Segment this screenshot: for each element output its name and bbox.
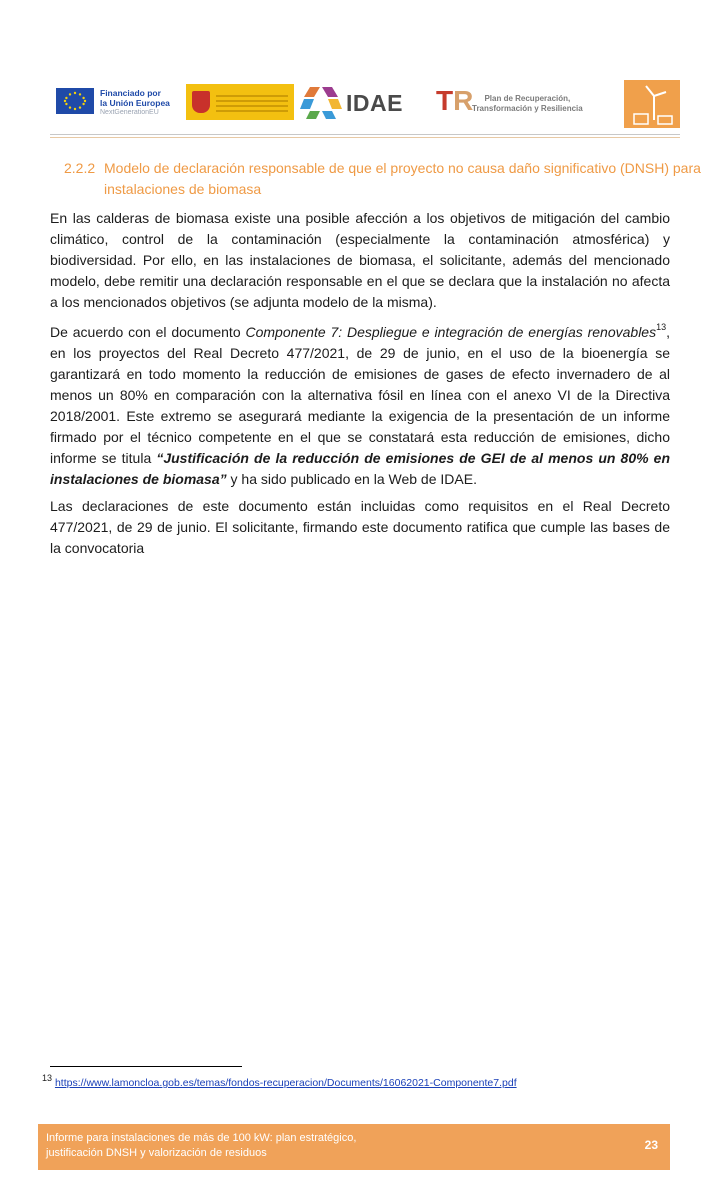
- eu-flag-icon: [56, 88, 94, 114]
- p2-part-1: De acuerdo con el documento: [50, 324, 246, 340]
- tr-letter-t: T: [436, 85, 454, 116]
- section-number: 2.2.2: [64, 160, 96, 176]
- footer-line-2: justificación DNSH y valorización de residuos: [46, 1147, 267, 1159]
- idae-wordmark: IDAE: [346, 90, 403, 116]
- paragraph-1-text: En las calderas de biomasa existe una posible afección a los objetivos de mitigación del cambio climático, control de la contaminación (especialmente la contaminación atmosférica) y biodiversidad. Por ello, en las instalaciones de biomasa, el solicitante, además del mencionado modelo, debe remitir una declaración responsable en el que se declara que la instalación no afecta a los mencionados objetivos (se adjunta modelo de la misma).: [50, 210, 670, 310]
- page-footer: [38, 1124, 670, 1170]
- paragraph-3-text: Las declaraciones de este documento están incluidas como requisitos en el Real Decreto 477/2021, de 29 de junio. El solicitante, firmando este documento ratifica que cumple las bases de la convocatoria: [50, 498, 670, 556]
- footer-title: [46, 1131, 466, 1161]
- footnote-number: 13: [42, 1072, 53, 1083]
- paragraph-2: [50, 322, 670, 490]
- footnote-divider: [50, 1066, 242, 1067]
- footnote-link[interactable]: https://www.lamoncloa.gob.es/temas/fondos-recuperacion/Documents/16062021-Componente7.pdf: [54, 1077, 517, 1089]
- footnote: [42, 1072, 662, 1090]
- ministry-text-lines: [216, 95, 288, 115]
- paragraph-1: [50, 208, 670, 313]
- footnote-reference[interactable]: 13: [656, 322, 667, 333]
- p2-document-title: Componente 7: Despliegue e integración de energías renovables: [245, 324, 657, 340]
- wind-turbine-logo: [624, 80, 680, 128]
- p2-part-3: y ha sido publicado en la Web de IDAE.: [226, 471, 477, 487]
- p2-part-2: , en los proyectos del Real Decreto 477/2021, de 29 de junio, en el uso de la bioenergía se garantizará en todo momento la reducción de emisiones de gases de efecto invernadero de al menos un 80% en comparación con la alternativa fósil en línea con el anexo VI de la Directiva 2018/2001. Este extremo se asegurará mediante la exigencia de la presentación de un informe firmado por el técnico competente en el que se constatará esta reducción de emisiones, dicho informe se titula: [50, 324, 671, 466]
- paragraph-2-text: [50, 322, 670, 490]
- section-title: Modelo de declaración responsable de que el proyecto no causa daño significativo (DNSH) para instalaciones de biomasa: [104, 160, 701, 197]
- idae-mark-icon: [300, 85, 342, 121]
- eu-funding-text: [100, 88, 170, 118]
- header-divider-accent: [50, 137, 680, 138]
- p2-report-title: “Justificación de la reducción de emisiones de GEI de al menos un 80% en instalaciones de biomasa”: [50, 450, 670, 487]
- eu-line-1: Financiado por: [100, 88, 161, 98]
- footer-line-1: Informe para instalaciones de más de 100 kW: plan estratégico,: [46, 1132, 357, 1144]
- spain-government-logo: [186, 84, 294, 120]
- eu-line-3: NextGenerationEU: [100, 109, 159, 116]
- wind-turbine-icon: [624, 80, 680, 128]
- recovery-plan-text: [472, 94, 583, 114]
- header-divider: [50, 134, 680, 135]
- recovery-plan-mark: [436, 86, 473, 116]
- paragraph-3: [50, 496, 670, 559]
- eu-line-2: la Unión Europea: [100, 98, 170, 108]
- plan-line-2: Transformación y Resiliencia: [472, 104, 583, 113]
- plan-line-1: Plan de Recuperación,: [484, 94, 571, 103]
- coat-of-arms-icon: [192, 91, 210, 113]
- header-logos: [50, 80, 680, 130]
- tr-letter-r: R: [453, 85, 474, 116]
- page-number: 23: [644, 1138, 658, 1152]
- idae-logo: [298, 82, 408, 122]
